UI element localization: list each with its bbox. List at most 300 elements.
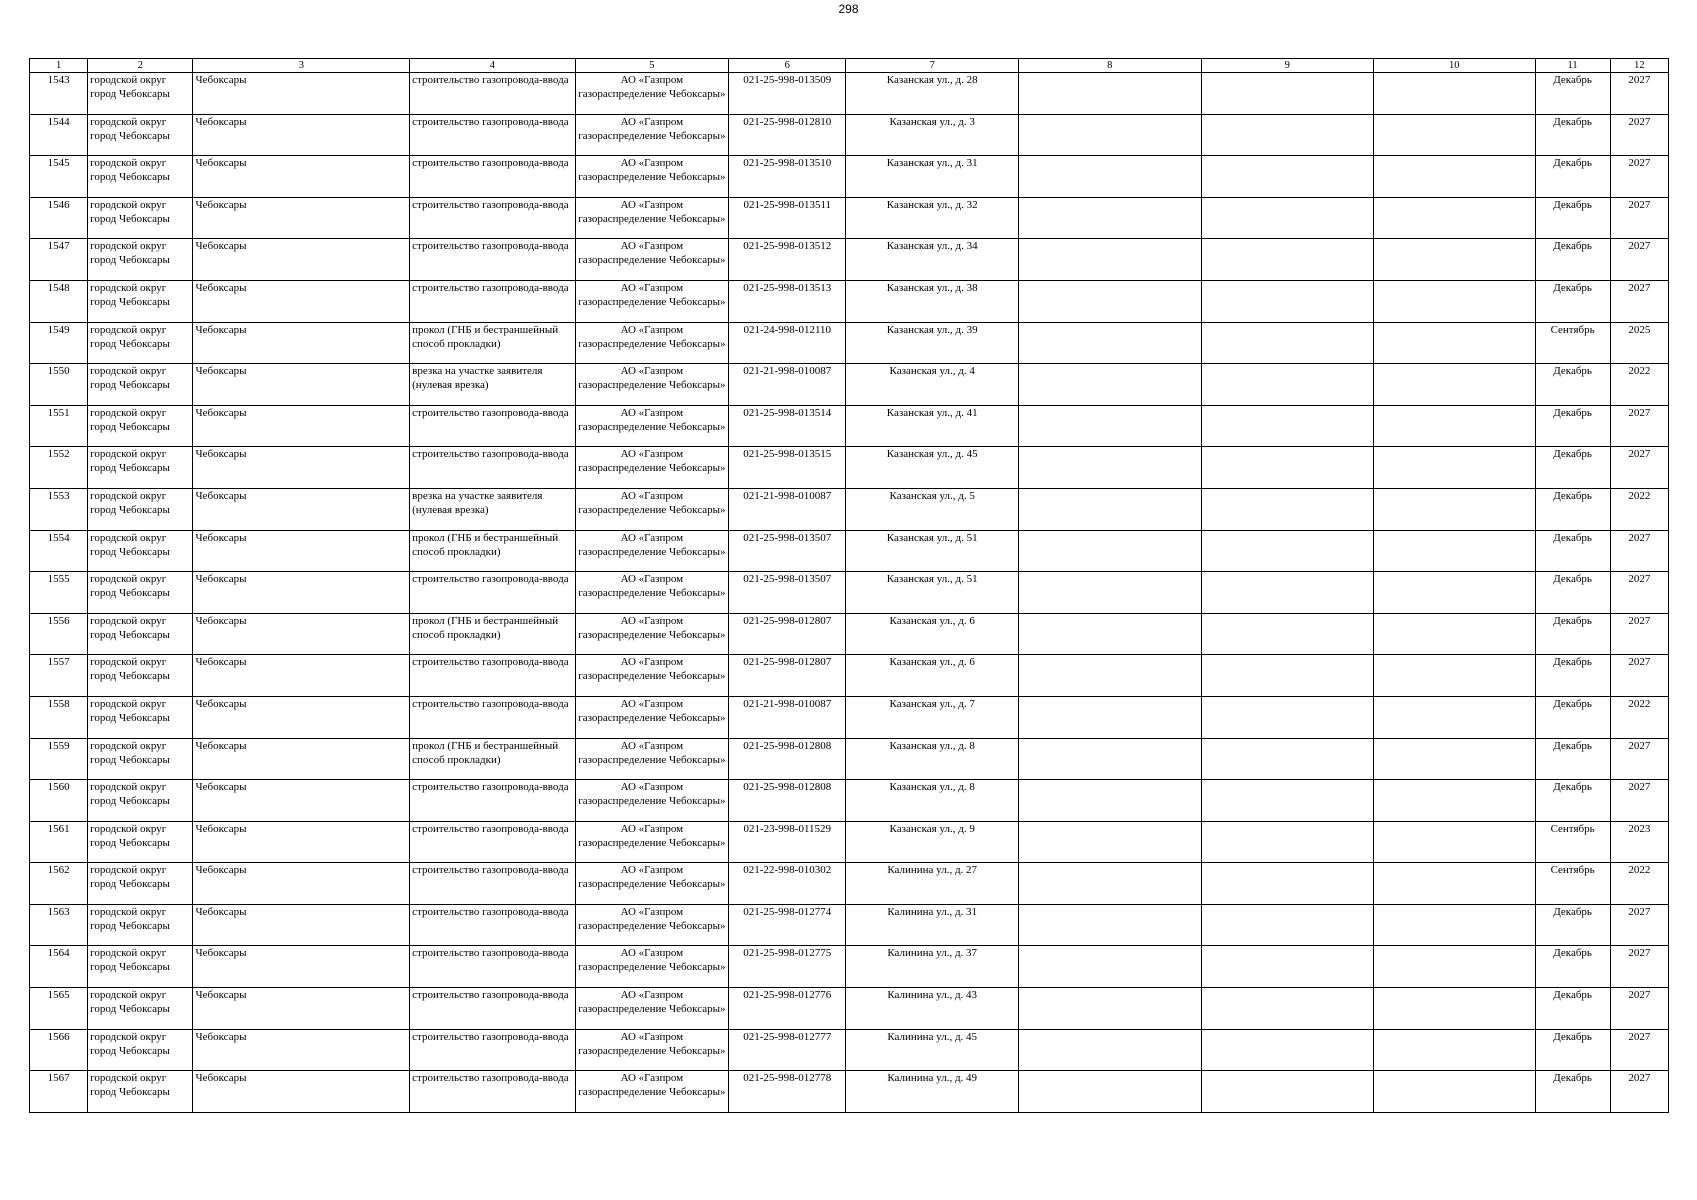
address-cell: Казанская ул., д. 28 <box>846 73 1019 115</box>
column-number-4: 4 <box>410 59 576 73</box>
work-type-cell: строительство газопровода-ввода <box>410 946 576 988</box>
municipality-cell: городской округ город Чебоксары <box>88 405 193 447</box>
municipality-cell: городской округ город Чебоксары <box>88 863 193 905</box>
code-cell: 021-25-998-013507 <box>729 572 846 614</box>
organization-cell: АО «Газпром газораспределение Чебоксары» <box>575 863 728 905</box>
column-9-cell <box>1201 114 1374 156</box>
column-8-cell <box>1018 488 1201 530</box>
city-cell: Чебоксары <box>193 322 410 364</box>
table-row <box>30 73 1669 115</box>
work-type-cell: строительство газопровода-ввода <box>410 73 576 115</box>
column-9-cell <box>1201 364 1374 406</box>
city-cell: Чебоксары <box>193 780 410 822</box>
municipality-cell: городской округ город Чебоксары <box>88 156 193 198</box>
year-cell: 2027 <box>1610 904 1668 946</box>
month-cell: Декабрь <box>1535 738 1610 780</box>
gasification-register-table <box>29 58 1669 1113</box>
year-cell: 2022 <box>1610 863 1668 905</box>
column-10-cell <box>1374 364 1535 406</box>
month-cell: Декабрь <box>1535 447 1610 489</box>
table-row <box>30 405 1669 447</box>
municipality-cell: городской округ город Чебоксары <box>88 904 193 946</box>
column-number-12: 12 <box>1610 59 1668 73</box>
column-9-cell <box>1201 572 1374 614</box>
column-10-cell <box>1374 156 1535 198</box>
address-cell: Казанская ул., д. 51 <box>846 530 1019 572</box>
table-row <box>30 780 1669 822</box>
city-cell: Чебоксары <box>193 1029 410 1071</box>
municipality-cell: городской округ город Чебоксары <box>88 613 193 655</box>
organization-cell: АО «Газпром газораспределение Чебоксары» <box>575 488 728 530</box>
column-10-cell <box>1374 197 1535 239</box>
code-cell: 021-25-998-012775 <box>729 946 846 988</box>
code-cell: 021-24-998-012110 <box>729 322 846 364</box>
column-9-cell <box>1201 988 1374 1030</box>
city-cell: Чебоксары <box>193 280 410 322</box>
year-cell: 2022 <box>1610 696 1668 738</box>
city-cell: Чебоксары <box>193 572 410 614</box>
organization-cell: АО «Газпром газораспределение Чебоксары» <box>575 239 728 281</box>
column-8-cell <box>1018 863 1201 905</box>
code-cell: 021-25-998-013515 <box>729 447 846 489</box>
column-8-cell <box>1018 572 1201 614</box>
year-cell: 2027 <box>1610 738 1668 780</box>
code-cell: 021-25-998-013511 <box>729 197 846 239</box>
table-row <box>30 863 1669 905</box>
address-cell: Казанская ул., д. 38 <box>846 280 1019 322</box>
code-cell: 021-21-998-010087 <box>729 696 846 738</box>
work-type-cell: строительство газопровода-ввода <box>410 988 576 1030</box>
code-cell: 021-25-998-013510 <box>729 156 846 198</box>
month-cell: Декабрь <box>1535 156 1610 198</box>
column-10-cell <box>1374 904 1535 946</box>
column-8-cell <box>1018 988 1201 1030</box>
address-cell: Казанская ул., д. 6 <box>846 613 1019 655</box>
work-type-cell: строительство газопровода-ввода <box>410 1029 576 1071</box>
year-cell: 2022 <box>1610 488 1668 530</box>
city-cell: Чебоксары <box>193 696 410 738</box>
row-number: 1552 <box>30 447 88 489</box>
address-cell: Казанская ул., д. 31 <box>846 156 1019 198</box>
city-cell: Чебоксары <box>193 114 410 156</box>
column-number-3: 3 <box>193 59 410 73</box>
municipality-cell: городской округ город Чебоксары <box>88 530 193 572</box>
month-cell: Декабрь <box>1535 405 1610 447</box>
row-number: 1551 <box>30 405 88 447</box>
column-9-cell <box>1201 530 1374 572</box>
organization-cell: АО «Газпром газораспределение Чебоксары» <box>575 364 728 406</box>
municipality-cell: городской округ город Чебоксары <box>88 364 193 406</box>
row-number: 1566 <box>30 1029 88 1071</box>
month-cell: Сентябрь <box>1535 821 1610 863</box>
municipality-cell: городской округ город Чебоксары <box>88 821 193 863</box>
municipality-cell: городской округ город Чебоксары <box>88 780 193 822</box>
column-10-cell <box>1374 613 1535 655</box>
table-row <box>30 988 1669 1030</box>
city-cell: Чебоксары <box>193 863 410 905</box>
table-row <box>30 696 1669 738</box>
column-8-cell <box>1018 197 1201 239</box>
column-8-cell <box>1018 156 1201 198</box>
table-row <box>30 280 1669 322</box>
municipality-cell: городской округ город Чебоксары <box>88 447 193 489</box>
code-cell: 021-25-998-013509 <box>729 73 846 115</box>
organization-cell: АО «Газпром газораспределение Чебоксары» <box>575 280 728 322</box>
table-row <box>30 655 1669 697</box>
address-cell: Казанская ул., д. 51 <box>846 572 1019 614</box>
month-cell: Сентябрь <box>1535 863 1610 905</box>
month-cell: Сентябрь <box>1535 322 1610 364</box>
city-cell: Чебоксары <box>193 405 410 447</box>
column-8-cell <box>1018 780 1201 822</box>
row-number: 1558 <box>30 696 88 738</box>
year-cell: 2027 <box>1610 655 1668 697</box>
year-cell: 2027 <box>1610 613 1668 655</box>
column-10-cell <box>1374 405 1535 447</box>
code-cell: 021-22-998-010302 <box>729 863 846 905</box>
month-cell: Декабрь <box>1535 488 1610 530</box>
municipality-cell: городской округ город Чебоксары <box>88 1029 193 1071</box>
year-cell: 2027 <box>1610 280 1668 322</box>
municipality-cell: городской округ город Чебоксары <box>88 1071 193 1113</box>
month-cell: Декабрь <box>1535 1029 1610 1071</box>
municipality-cell: городской округ город Чебоксары <box>88 239 193 281</box>
column-10-cell <box>1374 1029 1535 1071</box>
municipality-cell: городской округ город Чебоксары <box>88 322 193 364</box>
code-cell: 021-25-998-012808 <box>729 738 846 780</box>
column-8-cell <box>1018 114 1201 156</box>
year-cell: 2027 <box>1610 73 1668 115</box>
column-8-cell <box>1018 405 1201 447</box>
year-cell: 2027 <box>1610 1071 1668 1113</box>
column-9-cell <box>1201 821 1374 863</box>
row-number: 1549 <box>30 322 88 364</box>
row-number: 1554 <box>30 530 88 572</box>
city-cell: Чебоксары <box>193 447 410 489</box>
organization-cell: АО «Газпром газораспределение Чебоксары» <box>575 530 728 572</box>
code-cell: 021-25-998-012808 <box>729 780 846 822</box>
month-cell: Декабрь <box>1535 197 1610 239</box>
column-8-cell <box>1018 655 1201 697</box>
code-cell: 021-25-998-012807 <box>729 613 846 655</box>
year-cell: 2027 <box>1610 197 1668 239</box>
organization-cell: АО «Газпром газораспределение Чебоксары» <box>575 696 728 738</box>
city-cell: Чебоксары <box>193 738 410 780</box>
table-row <box>30 1071 1669 1113</box>
year-cell: 2022 <box>1610 364 1668 406</box>
work-type-cell: прокол (ГНБ и бестраншейный способ прокладки) <box>410 738 576 780</box>
code-cell: 021-25-998-012810 <box>729 114 846 156</box>
table-row <box>30 364 1669 406</box>
column-9-cell <box>1201 696 1374 738</box>
column-8-cell <box>1018 73 1201 115</box>
column-10-cell <box>1374 946 1535 988</box>
column-10-cell <box>1374 114 1535 156</box>
table-row <box>30 156 1669 198</box>
column-8-cell <box>1018 322 1201 364</box>
organization-cell: АО «Газпром газораспределение Чебоксары» <box>575 988 728 1030</box>
organization-cell: АО «Газпром газораспределение Чебоксары» <box>575 1071 728 1113</box>
column-8-cell <box>1018 904 1201 946</box>
work-type-cell: строительство газопровода-ввода <box>410 156 576 198</box>
column-9-cell <box>1201 946 1374 988</box>
column-number-7: 7 <box>846 59 1019 73</box>
address-cell: Казанская ул., д. 41 <box>846 405 1019 447</box>
city-cell: Чебоксары <box>193 1071 410 1113</box>
work-type-cell: прокол (ГНБ и бестраншейный способ прокладки) <box>410 613 576 655</box>
work-type-cell: строительство газопровода-ввода <box>410 1071 576 1113</box>
column-9-cell <box>1201 488 1374 530</box>
column-8-cell <box>1018 1071 1201 1113</box>
city-cell: Чебоксары <box>193 488 410 530</box>
work-type-cell: врезка на участке заявителя (нулевая врезка) <box>410 364 576 406</box>
column-number-5: 5 <box>575 59 728 73</box>
code-cell: 021-25-998-012778 <box>729 1071 846 1113</box>
organization-cell: АО «Газпром газораспределение Чебоксары» <box>575 156 728 198</box>
row-number: 1564 <box>30 946 88 988</box>
municipality-cell: городской округ город Чебоксары <box>88 488 193 530</box>
row-number: 1548 <box>30 280 88 322</box>
row-number: 1565 <box>30 988 88 1030</box>
month-cell: Декабрь <box>1535 73 1610 115</box>
organization-cell: АО «Газпром газораспределение Чебоксары» <box>575 821 728 863</box>
column-10-cell <box>1374 530 1535 572</box>
year-cell: 2027 <box>1610 572 1668 614</box>
column-10-cell <box>1374 863 1535 905</box>
address-cell: Калинина ул., д. 49 <box>846 1071 1019 1113</box>
column-8-cell <box>1018 738 1201 780</box>
year-cell: 2027 <box>1610 447 1668 489</box>
address-cell: Казанская ул., д. 4 <box>846 364 1019 406</box>
year-cell: 2025 <box>1610 322 1668 364</box>
code-cell: 021-25-998-013514 <box>729 405 846 447</box>
column-9-cell <box>1201 197 1374 239</box>
column-10-cell <box>1374 780 1535 822</box>
column-10-cell <box>1374 488 1535 530</box>
row-number: 1563 <box>30 904 88 946</box>
month-cell: Декабрь <box>1535 655 1610 697</box>
municipality-cell: городской округ город Чебоксары <box>88 572 193 614</box>
address-cell: Калинина ул., д. 45 <box>846 1029 1019 1071</box>
year-cell: 2027 <box>1610 780 1668 822</box>
city-cell: Чебоксары <box>193 821 410 863</box>
column-number-6: 6 <box>729 59 846 73</box>
table-row <box>30 488 1669 530</box>
address-cell: Казанская ул., д. 39 <box>846 322 1019 364</box>
table-row <box>30 530 1669 572</box>
page-number: 298 <box>838 2 859 16</box>
row-number: 1561 <box>30 821 88 863</box>
work-type-cell: строительство газопровода-ввода <box>410 447 576 489</box>
address-cell: Калинина ул., д. 31 <box>846 904 1019 946</box>
city-cell: Чебоксары <box>193 904 410 946</box>
organization-cell: АО «Газпром газораспределение Чебоксары» <box>575 114 728 156</box>
column-10-cell <box>1374 696 1535 738</box>
table-body <box>30 73 1669 1113</box>
month-cell: Декабрь <box>1535 988 1610 1030</box>
row-number: 1547 <box>30 239 88 281</box>
row-number: 1559 <box>30 738 88 780</box>
table-row <box>30 322 1669 364</box>
month-cell: Декабрь <box>1535 530 1610 572</box>
organization-cell: АО «Газпром газораспределение Чебоксары» <box>575 946 728 988</box>
column-number-row <box>30 59 1669 73</box>
column-10-cell <box>1374 738 1535 780</box>
organization-cell: АО «Газпром газораспределение Чебоксары» <box>575 613 728 655</box>
work-type-cell: прокол (ГНБ и бестраншейный способ прокладки) <box>410 530 576 572</box>
code-cell: 021-21-998-010087 <box>729 488 846 530</box>
table-row <box>30 572 1669 614</box>
row-number: 1553 <box>30 488 88 530</box>
row-number: 1556 <box>30 613 88 655</box>
code-cell: 021-25-998-013512 <box>729 239 846 281</box>
row-number: 1543 <box>30 73 88 115</box>
row-number: 1550 <box>30 364 88 406</box>
code-cell: 021-25-998-013507 <box>729 530 846 572</box>
work-type-cell: строительство газопровода-ввода <box>410 863 576 905</box>
code-cell: 021-25-998-012774 <box>729 904 846 946</box>
address-cell: Казанская ул., д. 3 <box>846 114 1019 156</box>
column-number-2: 2 <box>88 59 193 73</box>
work-type-cell: строительство газопровода-ввода <box>410 655 576 697</box>
column-9-cell <box>1201 73 1374 115</box>
row-number: 1555 <box>30 572 88 614</box>
work-type-cell: строительство газопровода-ввода <box>410 821 576 863</box>
column-number-11: 11 <box>1535 59 1610 73</box>
address-cell: Казанская ул., д. 6 <box>846 655 1019 697</box>
city-cell: Чебоксары <box>193 530 410 572</box>
column-9-cell <box>1201 239 1374 281</box>
table-row <box>30 447 1669 489</box>
work-type-cell: строительство газопровода-ввода <box>410 114 576 156</box>
organization-cell: АО «Газпром газораспределение Чебоксары» <box>575 405 728 447</box>
table-row <box>30 738 1669 780</box>
table-row <box>30 821 1669 863</box>
city-cell: Чебоксары <box>193 156 410 198</box>
column-10-cell <box>1374 655 1535 697</box>
column-8-cell <box>1018 1029 1201 1071</box>
municipality-cell: городской округ город Чебоксары <box>88 655 193 697</box>
column-10-cell <box>1374 572 1535 614</box>
address-cell: Казанская ул., д. 9 <box>846 821 1019 863</box>
municipality-cell: городской округ город Чебоксары <box>88 946 193 988</box>
column-8-cell <box>1018 946 1201 988</box>
column-9-cell <box>1201 322 1374 364</box>
municipality-cell: городской округ город Чебоксары <box>88 738 193 780</box>
column-8-cell <box>1018 613 1201 655</box>
column-10-cell <box>1374 73 1535 115</box>
organization-cell: АО «Газпром газораспределение Чебоксары» <box>575 780 728 822</box>
month-cell: Декабрь <box>1535 114 1610 156</box>
column-9-cell <box>1201 863 1374 905</box>
row-number: 1562 <box>30 863 88 905</box>
work-type-cell: строительство газопровода-ввода <box>410 197 576 239</box>
column-9-cell <box>1201 1071 1374 1113</box>
column-10-cell <box>1374 239 1535 281</box>
address-cell: Казанская ул., д. 8 <box>846 738 1019 780</box>
address-cell: Казанская ул., д. 34 <box>846 239 1019 281</box>
column-9-cell <box>1201 405 1374 447</box>
column-10-cell <box>1374 322 1535 364</box>
address-cell: Калинина ул., д. 27 <box>846 863 1019 905</box>
column-8-cell <box>1018 530 1201 572</box>
work-type-cell: строительство газопровода-ввода <box>410 780 576 822</box>
year-cell: 2027 <box>1610 946 1668 988</box>
month-cell: Декабрь <box>1535 946 1610 988</box>
column-9-cell <box>1201 156 1374 198</box>
row-number: 1560 <box>30 780 88 822</box>
row-number: 1567 <box>30 1071 88 1113</box>
organization-cell: АО «Газпром газораспределение Чебоксары» <box>575 197 728 239</box>
column-number-10: 10 <box>1374 59 1535 73</box>
column-9-cell <box>1201 780 1374 822</box>
column-number-9: 9 <box>1201 59 1374 73</box>
year-cell: 2027 <box>1610 239 1668 281</box>
month-cell: Декабрь <box>1535 613 1610 655</box>
code-cell: 021-23-998-011529 <box>729 821 846 863</box>
municipality-cell: городской округ город Чебоксары <box>88 73 193 115</box>
work-type-cell: прокол (ГНБ и бестраншейный способ прокладки) <box>410 322 576 364</box>
month-cell: Декабрь <box>1535 239 1610 281</box>
work-type-cell: строительство газопровода-ввода <box>410 904 576 946</box>
organization-cell: АО «Газпром газораспределение Чебоксары» <box>575 655 728 697</box>
column-9-cell <box>1201 904 1374 946</box>
column-8-cell <box>1018 447 1201 489</box>
municipality-cell: городской округ город Чебоксары <box>88 280 193 322</box>
month-cell: Декабрь <box>1535 280 1610 322</box>
work-type-cell: врезка на участке заявителя (нулевая врезка) <box>410 488 576 530</box>
address-cell: Казанская ул., д. 5 <box>846 488 1019 530</box>
city-cell: Чебоксары <box>193 364 410 406</box>
month-cell: Декабрь <box>1535 780 1610 822</box>
month-cell: Декабрь <box>1535 696 1610 738</box>
table-row <box>30 613 1669 655</box>
month-cell: Декабрь <box>1535 904 1610 946</box>
table-row <box>30 946 1669 988</box>
column-9-cell <box>1201 447 1374 489</box>
municipality-cell: городской округ город Чебоксары <box>88 696 193 738</box>
row-number: 1557 <box>30 655 88 697</box>
column-9-cell <box>1201 738 1374 780</box>
address-cell: Казанская ул., д. 32 <box>846 197 1019 239</box>
month-cell: Декабрь <box>1535 572 1610 614</box>
city-cell: Чебоксары <box>193 239 410 281</box>
city-cell: Чебоксары <box>193 613 410 655</box>
month-cell: Декабрь <box>1535 364 1610 406</box>
column-9-cell <box>1201 280 1374 322</box>
month-cell: Декабрь <box>1535 1071 1610 1113</box>
city-cell: Чебоксары <box>193 197 410 239</box>
work-type-cell: строительство газопровода-ввода <box>410 280 576 322</box>
work-type-cell: строительство газопровода-ввода <box>410 405 576 447</box>
organization-cell: АО «Газпром газораспределение Чебоксары» <box>575 904 728 946</box>
year-cell: 2023 <box>1610 821 1668 863</box>
column-9-cell <box>1201 655 1374 697</box>
table-row <box>30 114 1669 156</box>
municipality-cell: городской округ город Чебоксары <box>88 988 193 1030</box>
column-number-1: 1 <box>30 59 88 73</box>
address-cell: Казанская ул., д. 8 <box>846 780 1019 822</box>
year-cell: 2027 <box>1610 156 1668 198</box>
table-row <box>30 239 1669 281</box>
column-10-cell <box>1374 821 1535 863</box>
city-cell: Чебоксары <box>193 73 410 115</box>
municipality-cell: городской округ город Чебоксары <box>88 114 193 156</box>
table-row <box>30 197 1669 239</box>
column-10-cell <box>1374 447 1535 489</box>
table-row <box>30 904 1669 946</box>
column-8-cell <box>1018 364 1201 406</box>
